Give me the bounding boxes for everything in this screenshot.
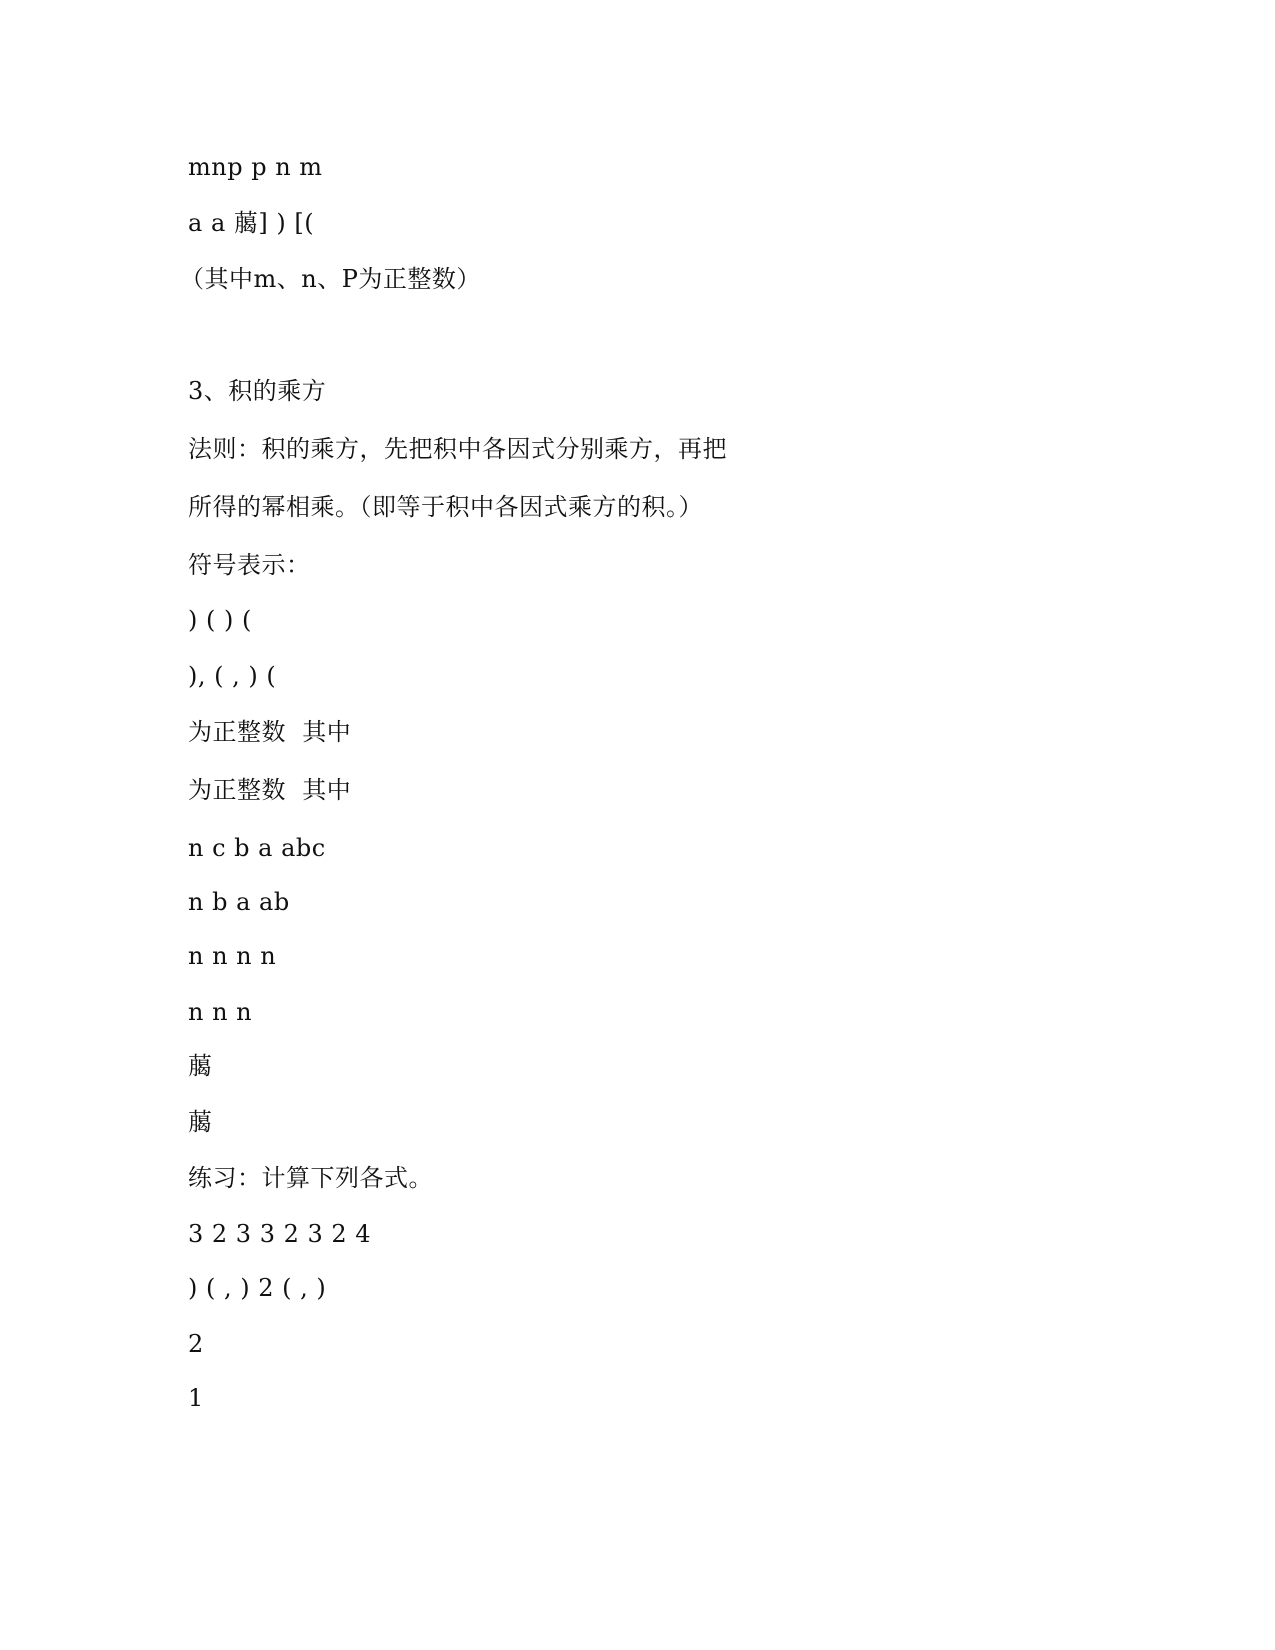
condition-note: （其中m、n、P为正整数） <box>180 265 481 293</box>
formula-line: n n n <box>188 998 253 1026</box>
symbol-notation-label: 符号表示： <box>188 551 311 579</box>
section-heading: 3、积的乘方 <box>188 377 327 405</box>
rule-text-line-2: 所得的幂相乘。（即等于积中各因式乘方的积。） <box>188 493 703 521</box>
formula-line: n c b a abc <box>188 834 326 862</box>
formula-base-line: a a 﨟] ) [( <box>188 209 315 237</box>
formula-line: n n n n <box>188 942 277 970</box>
formula-line: 为正整数 其中 <box>188 776 352 804</box>
formula-line: 为正整数 其中 <box>188 718 352 746</box>
formula-line: 﨟 <box>188 1052 213 1080</box>
exercise-line: ) ( , ) 2 ( , ) <box>188 1274 327 1302</box>
formula-line: n b a ab <box>188 888 290 916</box>
formula-line: ) ( ) ( <box>188 606 252 634</box>
exercise-line: 1 <box>188 1384 204 1412</box>
formula-exponents-line: mnp p n m <box>188 153 323 181</box>
formula-line: 﨟 <box>188 1108 213 1136</box>
exercise-line: 2 <box>188 1330 204 1358</box>
exercise-heading: 练习：计算下列各式。 <box>188 1164 433 1192</box>
exercise-line: 3 2 3 3 2 3 2 4 <box>188 1220 372 1248</box>
rule-text-line-1: 法则：积的乘方，先把积中各因式分别乘方，再把 <box>188 435 727 463</box>
formula-line: ), ( , ) ( <box>188 662 277 690</box>
